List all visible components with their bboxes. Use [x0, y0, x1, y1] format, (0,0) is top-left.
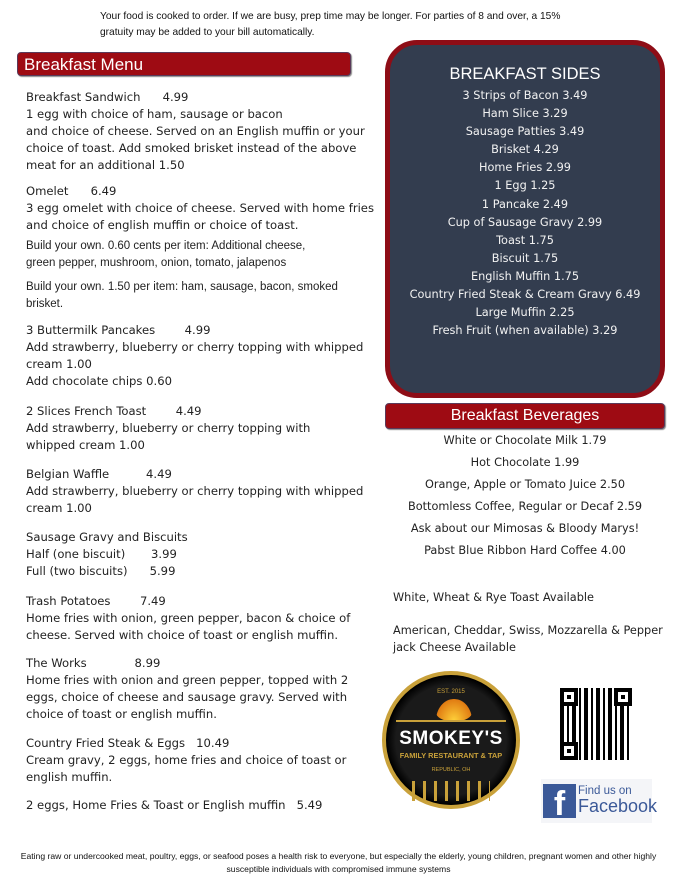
- breakfast-sides-panel: [385, 40, 665, 398]
- toast-note: White, Wheat & Rye Toast Available: [393, 591, 594, 604]
- flame-icon: [436, 699, 472, 721]
- build-your-own-note: [26, 238, 366, 272]
- grill-bars-icon: [412, 781, 490, 801]
- menu-item-line: eggs, choice of cheese and sausage gravy. Served with: [26, 690, 348, 704]
- beverage-item: Bottomless Coffee, Regular or Decaf 2.59: [407, 500, 643, 513]
- menu-item-line: meat for an additional 1.50: [26, 158, 185, 172]
- side-item: Cup of Sausage Gravy 2.99: [447, 215, 603, 229]
- menu-item-title: Breakfast Sandwich 4.99: [26, 90, 189, 104]
- side-item: Toast 1.75: [496, 233, 554, 247]
- beverage-item: Hot Chocolate 1.99: [470, 456, 580, 469]
- menu-item-line: Add strawberry, blueberry or cherry topping with: [26, 421, 311, 435]
- menu-item-line: Build your own. 1.50 per item: ham, sausage, bacon, smoked: [26, 281, 338, 293]
- menu-item-line: Add strawberry, blueberry or cherry topping with whipped: [26, 340, 364, 354]
- menu-item-line: choice of toast or english muffin.: [26, 707, 217, 721]
- beverage-item: White or Chocolate Milk 1.79: [443, 434, 607, 447]
- facebook-badge[interactable]: [541, 779, 658, 823]
- menu-item-line: Home fries with onion, green pepper, bacon & choice of: [26, 611, 351, 625]
- menu-item-line: and choice of english muffin or choice of toast.: [26, 218, 299, 232]
- menu-item: [26, 403, 366, 454]
- menu-item-line: Add strawberry, blueberry or cherry topping with whipped: [26, 484, 364, 498]
- facebook-line2: Facebook: [578, 796, 658, 816]
- menu-item: [26, 89, 366, 174]
- beverage-item: Orange, Apple or Tomato Juice 2.50: [424, 478, 626, 491]
- menu-item-line: green pepper, mushroom, onion, tomato, jalapenos: [26, 257, 287, 269]
- menu-item-line: Half (one biscuit) 3.99: [26, 547, 177, 561]
- menu-item: [26, 797, 366, 814]
- side-item: Country Fried Steak & Cream Gravy 6.49: [409, 288, 641, 302]
- menu-item-title: 2 eggs, Home Fries & Toast or English muffin 5.49: [26, 798, 323, 812]
- logo-subtitle: FAMILY RESTAURANT & TAP: [399, 751, 503, 760]
- side-item: English Muffin 1.75: [470, 269, 580, 283]
- beverage-item: Pabst Blue Ribbon Hard Coffee 4.00: [424, 544, 626, 557]
- facebook-line1: Find us on: [578, 785, 632, 797]
- side-item: Fresh Fruit (when available) 3.29: [432, 324, 618, 338]
- order-notice: Your food is cooked to order. If we are busy, prep time may be longer. For parties of 8 and over, a 15% gratuity may be added to your bill automatically.: [100, 11, 561, 38]
- logo-rule: [396, 720, 506, 722]
- menu-item-title: Country Fried Steak & Eggs 10.49: [26, 736, 230, 750]
- sides-list: [390, 87, 660, 340]
- facebook-icon: f: [543, 784, 576, 818]
- menu-item-line: Cream gravy, 2 eggs, home fries and choice of toast or: [26, 753, 347, 767]
- health-warning: Eating raw or undercooked meat, poultry, eggs, or seafood poses a health risk to everyone, but especially the elderly, young children, pregnant women and other highly susceptible individuals with compromised immune systems: [20, 851, 657, 874]
- menu-item-title: Omelet 6.49: [26, 184, 117, 198]
- menu-item: [26, 183, 374, 234]
- menu-item-title: Trash Potatoes 7.49: [26, 594, 166, 608]
- menu-item-line: Add chocolate chips 0.60: [26, 374, 172, 388]
- menu-item-line: cream 1.00: [26, 357, 92, 371]
- logo-name: SMOKEY'S: [399, 728, 503, 749]
- logo-city: REPUBLIC, OH: [431, 767, 471, 773]
- menu-item-line: brisket.: [26, 298, 64, 310]
- menu-item: [26, 322, 366, 390]
- beverage-item: Ask about our Mimosas & Bloody Marys!: [410, 522, 640, 535]
- menu-item: [26, 655, 366, 723]
- beverages-header: Breakfast Beverages: [385, 403, 665, 429]
- menu-item: [26, 529, 366, 580]
- menu-item-line: cream 1.00: [26, 501, 92, 515]
- menu-item-title: 3 Buttermilk Pancakes 4.99: [26, 323, 211, 337]
- side-item: Large Muffin 2.25: [475, 306, 575, 320]
- side-item: Ham Slice 3.29: [482, 107, 568, 121]
- menu-item: [26, 735, 366, 786]
- menu-item-line: 3 egg omelet with choice of cheese. Served with home fries: [26, 201, 374, 215]
- sides-title: BREAKFAST SIDES: [449, 65, 601, 83]
- menu-item-line: choice of toast. Add smoked brisket instead of the above: [26, 141, 357, 155]
- side-item: Sausage Patties 3.49: [465, 125, 585, 139]
- qr-code[interactable]: [560, 688, 632, 760]
- side-item: 1 Egg 1.25: [494, 179, 556, 193]
- menu-item-line: Full (two biscuits) 5.99: [26, 564, 176, 578]
- menu-item: [26, 593, 366, 644]
- logo-est: EST. 2015: [437, 689, 465, 695]
- side-item: Brisket 4.29: [491, 143, 559, 157]
- menu-item-line: 1 egg with choice of ham, sausage or bacon: [26, 107, 283, 121]
- smokeys-logo: [382, 671, 520, 809]
- menu-item-line: english muffin.: [26, 770, 113, 784]
- menu-item-line: cheese. Served with choice of toast or english muffin.: [26, 628, 339, 642]
- breakfast-menu-header: Breakfast Menu: [17, 52, 351, 76]
- menu-item-title: Belgian Waffle 4.49: [26, 467, 172, 481]
- menu-item-title: 2 Slices French Toast 4.49: [26, 404, 202, 418]
- menu-item-title: The Works 8.99: [26, 656, 161, 670]
- side-item: Home Fries 2.99: [479, 161, 571, 175]
- menu-item: [26, 466, 366, 517]
- build-your-own-note: [26, 279, 366, 313]
- beverages-list: [385, 430, 665, 562]
- menu-item-line: Home fries with onion and green pepper, topped with 2: [26, 673, 349, 687]
- menu-item-title: Sausage Gravy and Biscuits: [26, 530, 188, 544]
- menu-item-line: Build your own. 0.60 cents per item: Additional cheese,: [26, 240, 306, 252]
- side-item: Biscuit 1.75: [491, 251, 559, 265]
- menu-item-line: and choice of cheese. Served on an English muffin or your: [26, 124, 365, 138]
- menu-item-line: whipped cream 1.00: [26, 438, 145, 452]
- side-item: 3 Strips of Bacon 3.49: [462, 89, 588, 102]
- side-item: 1 Pancake 2.49: [481, 197, 569, 211]
- cheese-note: American, Cheddar, Swiss, Mozzarella & Pepper jack Cheese Available: [393, 624, 663, 654]
